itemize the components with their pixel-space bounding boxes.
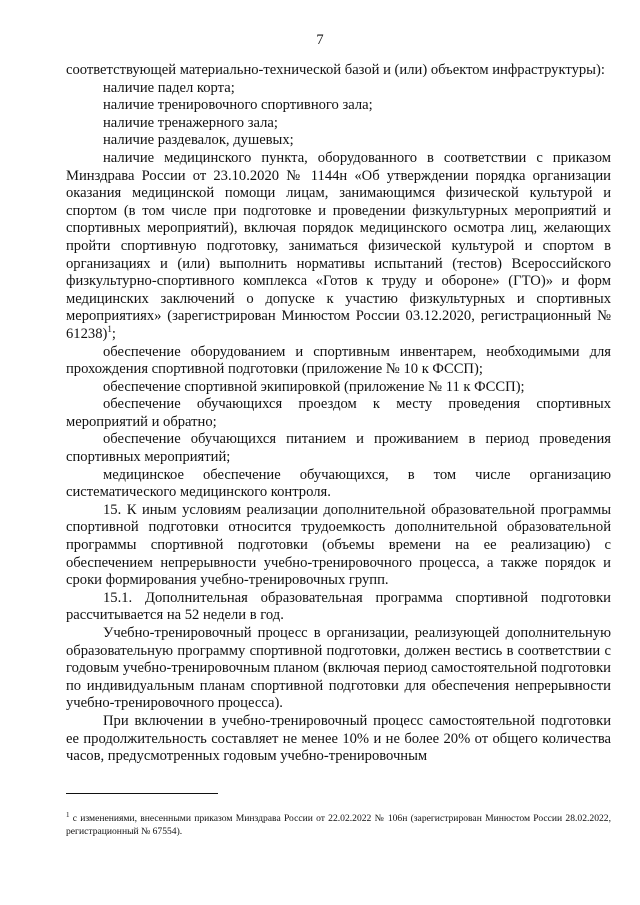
paragraph-text: наличие падел корта; [103, 79, 235, 96]
paragraph-text: наличие тренировочного спортивного зала; [103, 97, 373, 114]
page-number: 7 [316, 32, 324, 48]
paragraph [66, 396, 611, 431]
paragraph [66, 344, 611, 379]
paragraph-tail: ; [111, 325, 116, 342]
paragraph [66, 467, 611, 502]
list-item [66, 97, 611, 115]
paragraph-text: Учебно-тренировочный процесс в организации, реализующей дополнительную образовательную программу спортивной подготовки, должен вестись в соответствии с годовым учебно-тренировочным планом (включая период самостоятельной подготовки по индивидуальным планам спортивной подготовки для обеспечения непрерывности учебно-тренировочного процесса). [66, 625, 611, 712]
paragraph [66, 502, 611, 590]
paragraph-text: 15.1. Дополнительная образовательная программа спортивной подготовки рассчитывается на 52 недели в год. [66, 589, 611, 624]
paragraph-text: наличие медицинского пункта, оборудованного в соответствии с приказом Минздрава России от 23.10.2020 № 1144н «Об утверждении порядка организации оказания медицинской помощи лицам, занимающимся физической культурой и спортом (в том числе при подготовке и проведении физкультурных мероприятий и спортивных мероприятий), включая порядок медицинского осмотра лиц, желающих пройти спортивную подготовку, заниматься физической культурой и спортом в организациях и (или) выполнить нормативы испытаний (тестов) Всероссийского физкультурно-спортивного комплекса «Готов к труду и обороне» (ГТО)» и форм медицинских заключений о допуске к участию физкультурных и спортивных мероприятиях» (зарегистрирован Минюстом России 03.12.2020, регистрационный № 61238) [66, 149, 611, 342]
paragraph-text: наличие тренажерного зала; [103, 114, 278, 131]
list-item [66, 115, 611, 133]
paragraph [66, 590, 611, 625]
paragraph [66, 379, 611, 397]
paragraph-text: обеспечение обучающихся проездом к месту проведения спортивных мероприятий и обратно; [66, 396, 611, 430]
paragraph [66, 625, 611, 713]
footnote-text: с изменениями, внесенными приказом Минздрава России от 22.02.2022 № 106н (зарегистрирован Минюстом России 28.02.2022, регистрационный № 67554). [66, 813, 611, 837]
list-item [66, 80, 611, 98]
footnote-mark: 1 [66, 810, 70, 819]
paragraph-text: 15. К иным условиям реализации дополнительной образовательной программы спортивной подготовки относится трудоемкость дополнительной образовательной программы спортивной подготовки (объемы времени на ее реализацию) с обеспечением непрерывности учебно-тренировочного процесса, а также порядок и сроки формирования учебно-тренировочных групп. [66, 501, 611, 589]
paragraph [66, 62, 611, 80]
paragraph-text: обеспечение оборудованием и спортивным инвентарем, необходимыми для прохождения спортивной подготовки (приложение № 10 к ФССП); [66, 343, 611, 378]
paragraph-text: При включении в учебно-тренировочный процесс самостоятельной подготовки ее продолжительность составляет не менее 10% и не более 20% от общего количества часов, предусмотренных годовым учебно-тренировочным [66, 712, 611, 765]
paragraph-text: обеспечение обучающихся питанием и проживанием в период проведения спортивных мероприятий; [66, 431, 611, 466]
paragraph [66, 713, 611, 766]
footnote [66, 812, 611, 838]
paragraph-text: соответствующей материально-технической базой и (или) объектом инфраструктуры): [66, 62, 605, 78]
paragraph-text: медицинское обеспечение обучающихся, в том числе организацию систематического медицинского контроля. [66, 466, 611, 501]
document-body [66, 62, 611, 766]
paragraph-text: обеспечение спортивной экипировкой (приложение № 11 к ФССП); [103, 378, 525, 395]
paragraph [66, 150, 611, 344]
footnote-reference: 1 [107, 324, 112, 335]
list-item [66, 132, 611, 150]
paragraph-text: наличие раздевалок, душевых; [103, 132, 294, 149]
paragraph [66, 431, 611, 466]
footnote-separator [66, 793, 218, 794]
